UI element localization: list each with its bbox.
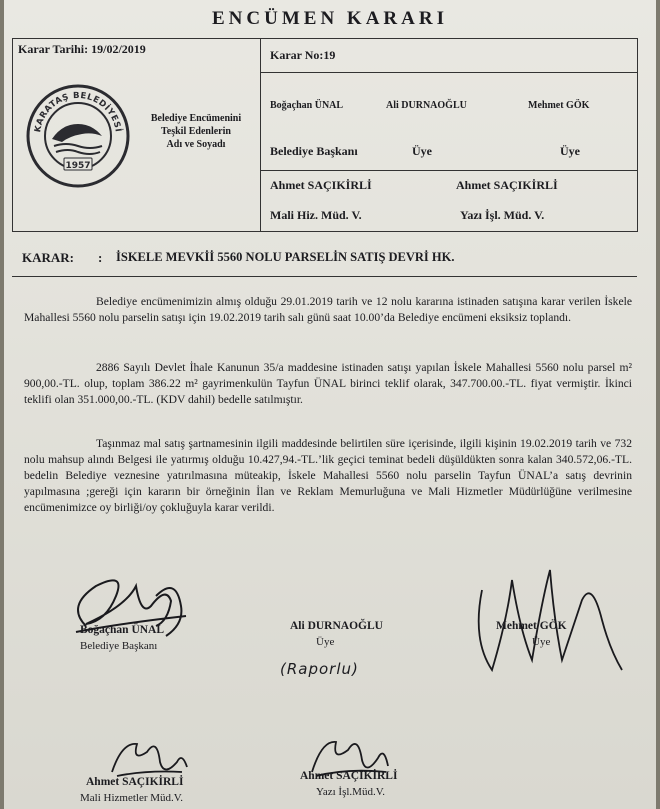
header-divider-1 xyxy=(260,72,637,73)
header-divider-2 xyxy=(260,170,637,171)
signature-title-president: Belediye Başkanı xyxy=(80,640,158,652)
member-name-2: Ali DURNAOĞLU xyxy=(386,100,467,111)
signature-title-clerk: Yazı İşl.Müd.V. xyxy=(316,786,385,798)
member-name-4: Ahmet SAÇIKİRLİ xyxy=(270,178,372,192)
signature-name-president: Boğaçhan ÜNAL xyxy=(80,624,165,636)
member-name-3: Mehmet GÖK xyxy=(528,100,590,111)
council-label-line-3: Adı ve Soyadı xyxy=(166,139,226,150)
signature-title-member-3: Üye xyxy=(532,636,551,648)
signature-name-member-3: Mehmet GÖK xyxy=(496,620,567,632)
seal-text: KARATAŞ BELEDİYESİ xyxy=(33,90,123,134)
role-president: Belediye Başkanı xyxy=(270,144,358,158)
role-clerk: Yazı İşl. Müd. V. xyxy=(460,208,545,222)
member-name-5: Ahmet SAÇIKİRLİ xyxy=(456,178,558,192)
decision-label: KARAR: xyxy=(22,250,74,265)
signature-name-finance: Ahmet SAÇIKİRLİ xyxy=(86,776,184,788)
signature-name-member-2: Ali DURNAOĞLU xyxy=(290,620,383,632)
decision-colon: : xyxy=(98,250,103,265)
header-divider-vertical xyxy=(260,38,261,231)
signature-title-finance: Mali Hizmetler Müd.V. xyxy=(80,792,184,804)
council-label-line-1: Belediye Encümenini xyxy=(150,113,242,124)
council-label-line-2: Teşkil Edenlerin xyxy=(161,126,231,137)
document-title: ENCÜMEN KARARI xyxy=(212,8,448,29)
role-finance: Mali Hiz. Müd. V. xyxy=(270,208,362,222)
document-page xyxy=(4,0,656,809)
seal-year: 1957 xyxy=(65,161,91,171)
member-name-1: Boğaçhan ÜNAL xyxy=(270,100,344,111)
paragraph-3: Taşınmaz mal satış şartnamesinin ilgili maddesinde belirtilen süre içerisinde, ilgili kişinin 19.02.2019 tarih ve 732 nolu mahsup alındı Belgesi ile yatırmış olduğu 10.427,94.-TL.’lik geçici teminat bedeli düşüldükten sonra kalan 340.572,06.-TL. bedelin Belediye veznesine yatırılmasına müteakip, İskele Mahallesi 5560 nolu parselin Tayfun ÜNAL’a satış devrinin yapılmasına ;gereği için kararın bir örneğinin İlan ve Reklam Memurluğuna ve Mali Hizmetler Müdürlüğüne verilmesine encümenimizce oy birliği/oy çokluğuyla karar verildi. xyxy=(24,437,632,514)
signature-mark-finance xyxy=(102,732,192,782)
paragraph-2: 2886 Sayılı Devlet İhale Kanunun 35/a maddesine istinaden satışı yapılan İskele Mahallesi 5560 nolu parsel m² 900,00.-TL. olup, toplam 386.22 m² gayrimenkulün Tayfun ÜNAL birinci teklif olarak, 347.700.00.-TL. fiyat vermiştir. İkinci teklifi olan 351.000,00.-TL. (KDV dahil) bedelle satılmıştır. xyxy=(24,361,632,406)
role-member-b: Üye xyxy=(560,144,580,158)
handwritten-note-raporlu: (Raporlu) xyxy=(280,660,359,678)
council-label xyxy=(142,112,250,151)
municipality-seal-logo xyxy=(26,84,130,188)
decision-date: Karar Tarihi: 19/02/2019 xyxy=(18,42,146,56)
signature-title-member-2: Üye xyxy=(316,636,335,648)
decision-underline xyxy=(12,276,637,277)
decision-subject: İSKELE MEVKİİ 5560 NOLU PARSELİN SATIŞ DEVRİ HK. xyxy=(116,250,455,264)
role-member-a: Üye xyxy=(412,144,432,158)
decision-number: Karar No:19 xyxy=(270,48,336,62)
paragraph-1: Belediye encümenimizin almış olduğu 29.01.2019 tarih ve 12 nolu kararına istinaden satışına karar verilen İskele Mahallesi 5560 nolu parselin satışı için 19.02.2019 tarih salı günü saat 10.00’da Belediye encümeni eksiksiz toplandı. xyxy=(24,295,632,324)
signature-name-clerk: Ahmet SAÇIKİRLİ xyxy=(300,770,398,782)
